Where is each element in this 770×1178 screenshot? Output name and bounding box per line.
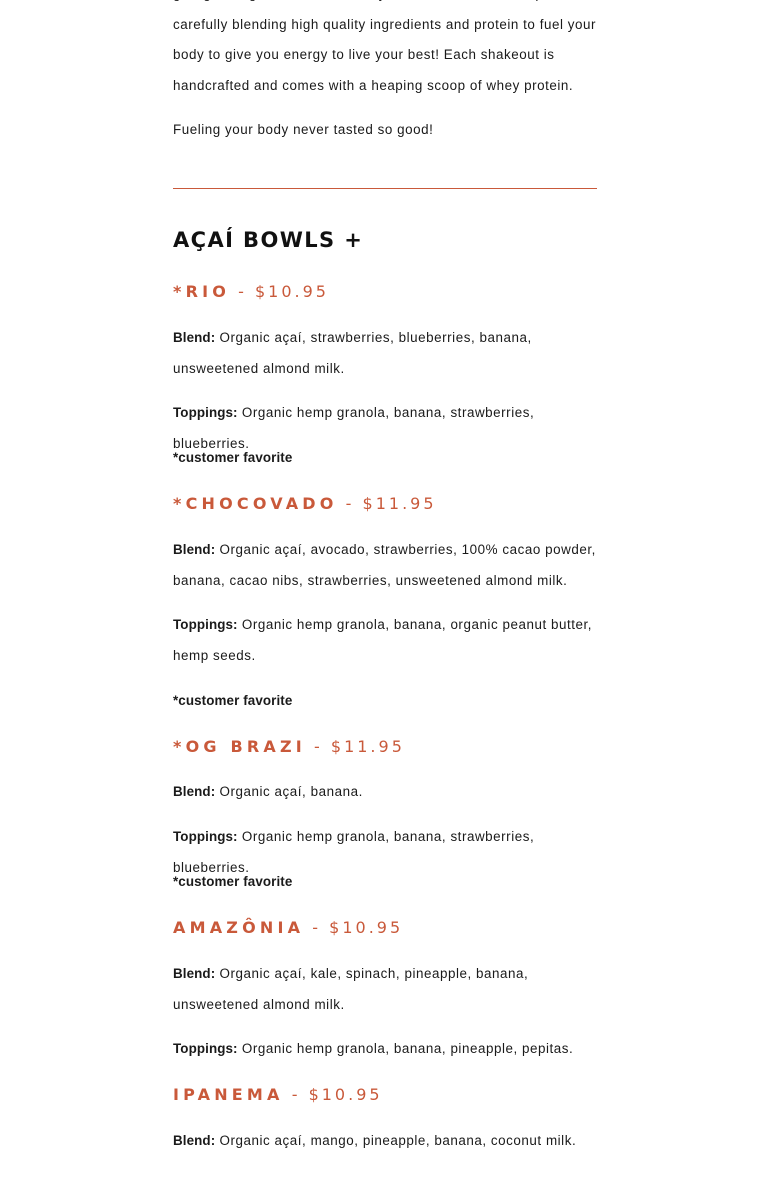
blend-label: Blend: [173,542,216,557]
toppings-label: Toppings: [173,829,238,844]
intro-block [173,0,597,146]
intro-tagline: Fueling your body never tasted so good! [173,122,434,137]
item-blend [173,323,597,384]
menu-item-title [173,282,329,301]
intro-text: carefully blending high quality ingredients and protein to fuel your body to give you energy to live your best! Each shakeout is handcrafted and comes with a heaping scoop of whey protein. [173,16,597,93]
toppings-label: Toppings: [173,405,238,420]
toppings-text: Organic hemp granola, banana, strawberries, blueberries. [173,829,535,875]
blend-text: Organic açaí, avocado, strawberries, 100% cacao powder, banana, cacao nibs, strawberries, unsweetened almond milk. [173,542,596,588]
menu-item-title [173,918,403,937]
blend-label: Blend: [173,330,216,345]
section-title: AÇAÍ BOWLS + [173,228,364,252]
toppings-text: Organic hemp granola, banana, organic peanut butter, hemp seeds. [173,617,593,663]
customer-favorite-note: *customer favorite [173,450,293,465]
item-name: AMAZÔNIA [173,918,305,937]
item-price: - $11.95 [337,494,437,513]
item-name: IPANEMA [173,1085,284,1104]
toppings-text: Organic hemp granola, banana, strawberries, blueberries. [173,405,535,451]
item-blend [173,1126,597,1157]
intro-paragraph [173,0,597,101]
blend-text: Organic açaí, kale, spinach, pineapple, banana, unsweetened almond milk. [173,966,529,1012]
item-name: *RIO [173,282,231,301]
menu-item-title [173,1085,383,1104]
blend-label: Blend: [173,1133,216,1148]
item-blend [173,535,597,596]
item-price: - $10.95 [230,282,329,301]
item-toppings [173,1034,597,1065]
customer-favorite-note: *customer favorite [173,693,293,708]
toppings-text: Organic hemp granola, banana, pineapple, pepitas. [237,1041,574,1056]
item-blend [173,959,597,1020]
item-price: - $10.95 [283,1085,383,1104]
item-toppings [173,610,597,671]
toppings-label: Toppings: [173,617,238,632]
item-price: - $10.95 [304,918,404,937]
blend-text: Organic açaí, mango, pineapple, banana, coconut milk. [215,1133,577,1148]
section-divider [173,188,597,189]
intro-cut-line [173,0,560,1]
blend-text: Organic açaí, banana. [215,784,363,799]
menu-item-title [173,494,437,513]
item-name: *CHOCOVADO [173,494,338,513]
customer-favorite-note: *customer favorite [173,874,293,889]
toppings-label: Toppings: [173,1041,238,1056]
menu-item-title [173,737,405,756]
blend-label: Blend: [173,966,216,981]
blend-label: Blend: [173,784,216,799]
item-name: *OG BRAZI [173,737,306,756]
item-blend [173,777,597,808]
blend-text: Organic açaí, strawberries, blueberries, banana, unsweetened almond milk. [173,330,532,376]
item-price: - $11.95 [305,737,405,756]
